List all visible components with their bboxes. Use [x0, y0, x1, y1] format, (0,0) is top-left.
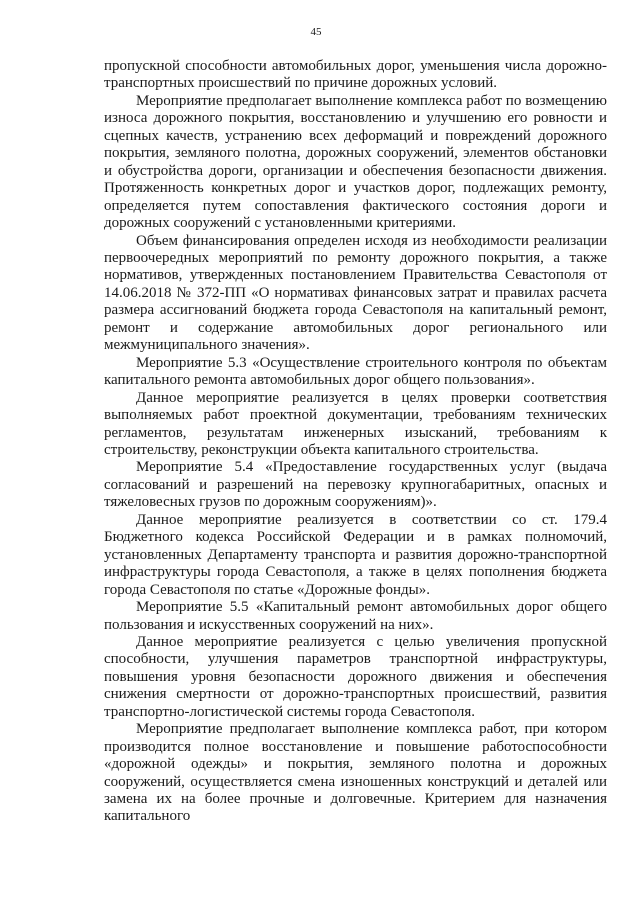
paragraph-measure-5-5-works: Мероприятие предполагает выполнение комплекса работ, при котором производится полное восстановление и повышение работоспособности «дорожной одежды» и покрытия, земляного полотна и дорожных сооружений, осуществляется смена изношенных конструкций и деталей или замена их на более прочные и долговечные. Критерием для назначения капитального — [104, 721, 607, 825]
paragraph-measure-5-4: Мероприятие 5.4 «Предоставление государственных услуг (выдача согласований и разрешений на перевозку крупногабаритных, опасных и тяжеловесных грузов по дорожным сооружениям)». — [104, 459, 607, 511]
paragraph-measure-5-5-description: Данное мероприятие реализуется с целью увеличения пропускной способности, улучшения параметров транспортной инфраструктуры, повышения уровня безопасности дорожного движения и обеспечения снижения смертности от дорожно-транспортных происшествий, развития транспортно-логистической системы города Севастополя. — [104, 633, 607, 720]
paragraph-measure-5-5: Мероприятие 5.5 «Капитальный ремонт автомобильных дорог общего пользования и искусственных сооружений на них». — [104, 599, 607, 633]
paragraph-financing: Объем финансирования определен исходя из необходимости реализации первоочередных мероприятий по ремонту дорожного покрытия, а также нормативов, утвержденных постановлением Правительства Севастополя от 14.06.2018 № 372-ПП «О нормативах финансовых затрат и правилах расчета размера ассигнований бюджета города Севастополя на капитальный ремонт, ремонт и содержание автомобильных дорог регионального или межмуниципального значения». — [104, 232, 607, 354]
page-number: 45 — [310, 26, 322, 38]
paragraph-measure-5-3: Мероприятие 5.3 «Осуществление строительного контроля по объектам капитального ремонта автомобильных дорог общего пользования». — [104, 354, 607, 389]
paragraph-continuation: пропускной способности автомобильных дорог, уменьшения числа дорожно-транспортных происшествий по причине дорожных условий. — [104, 58, 607, 92]
paragraph-measure-5-3-description: Данное мероприятие реализуется в целях проверки соответствия выполняемых работ проектной документации, требованиям технических регламентов, результатам инженерных изысканий, требованиям к строительству, реконструкции объекта капитального строительства. — [104, 389, 607, 458]
paragraph-repair-scope: Мероприятие предполагает выполнение комплекса работ по возмещению износа дорожного покрытия, восстановлению и улучшению его ровности и сцепных качеств, устранению всех деформаций и повреждений дорожного покрытия, земляного полотна, дорожных сооружений, элементов обстановки и обустройства дороги, организации и обеспечения безопасности движения. Протяженность конкретных дорог и участков дорог, подлежащих ремонту, определяется путем сопоставления фактического состояния дороги и дорожных сооружений с установленными критериями. — [104, 92, 607, 232]
document-body — [104, 58, 607, 826]
paragraph-measure-5-4-description: Данное мероприятие реализуется в соответствии со ст. 179.4 Бюджетного кодекса Российской Федерации и в рамках полномочий, установленных Департаменту транспорта и развития дорожно-транспортной инфраструктуры города Севастополя, а также в целях пополнения бюджета города Севастополя по статье «Дорожные фонды». — [104, 511, 607, 598]
